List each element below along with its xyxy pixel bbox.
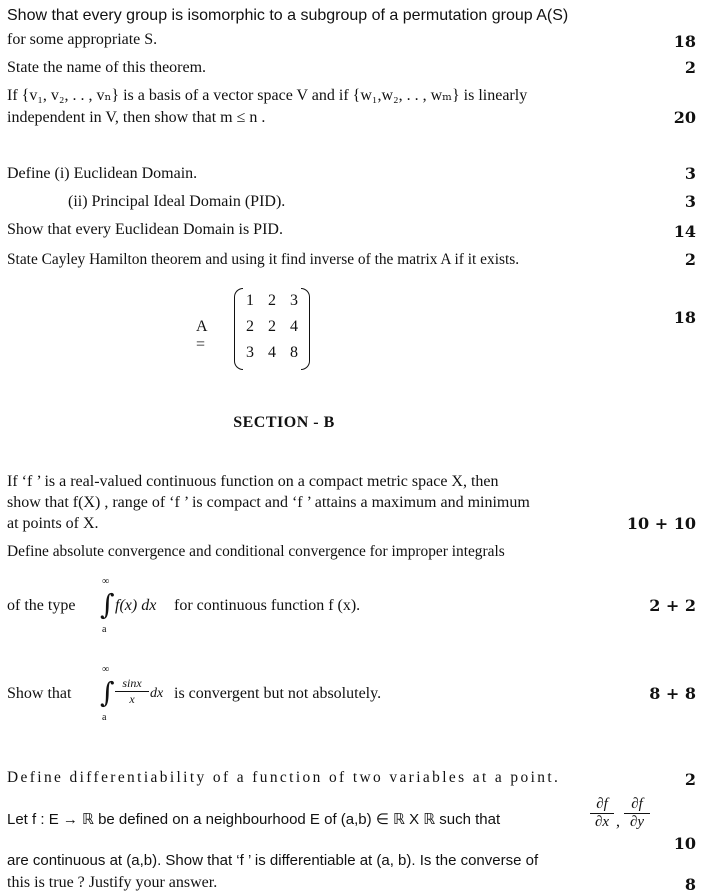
q10-frac2-numerator: ∂f: [631, 796, 643, 812]
matrix-grid: [234, 288, 310, 368]
q6-mark: 2: [684, 250, 696, 269]
q1-line2: for some appropriate S.: [7, 31, 158, 48]
matrix-cell: 4: [290, 318, 298, 335]
q7-mark: 10 + 10: [626, 514, 696, 533]
matrix-cell: 1: [246, 292, 254, 309]
q9-mark: 8 + 8: [649, 684, 696, 703]
matrix-label: A =: [196, 318, 207, 353]
q1-mark: 18: [673, 32, 696, 51]
q9-denominator: x: [115, 691, 149, 707]
q3-mark: 20: [673, 108, 696, 127]
q10-line3: are continuous at (a,b). Show that ‘f ’ is differentiable at (a, b). Is the converse of: [7, 852, 539, 869]
q8-integrand: f(x) dx: [115, 597, 157, 614]
q9-fraction: [115, 676, 149, 707]
q9-numerator: sinx: [122, 676, 142, 690]
q8-mark: 2 + 2: [649, 596, 696, 615]
q10-line1: Define differentiability of a function of two variables at a point.: [7, 769, 561, 786]
matrix-cell: 2: [246, 318, 254, 335]
q9-post: is convergent but not absolutely.: [174, 685, 382, 702]
q9-pre: Show that: [7, 685, 72, 702]
q5-text: Show that every Euclidean Domain is PID.: [7, 221, 283, 238]
q8-pre: of the type: [7, 597, 76, 614]
q10-fraction-dx: [590, 796, 614, 831]
q10-mark1: 2: [684, 770, 696, 789]
q10-line4: this is true ? Justify your answer.: [7, 874, 218, 891]
q4-line2: (ii) Principal Ideal Domain (PID).: [68, 193, 286, 210]
q6-text: State Cayley Hamilton theorem and using it find inverse of the matrix A if it exists.: [7, 251, 520, 268]
q7-line3: at points of X.: [7, 515, 99, 532]
q3-line1: If {v₁, v₂, . . , vₙ} is a basis of a vector space V and if {w₁,w₂, . . , wₘ} is linearly: [7, 87, 528, 104]
q10-fraction-dy: [624, 796, 650, 831]
q10-comma: ,: [616, 813, 620, 830]
q8-upper-limit: ∞: [102, 576, 110, 587]
q3-line2: independent in V, then show that m ≤ n .: [7, 109, 266, 126]
matrix-cell: 2: [268, 292, 276, 309]
q10-mark3: 8: [684, 875, 696, 894]
q10-line2: Let f : E → ℝ be defined on a neighbourhood E of (a,b) ∈ ℝ X ℝ such that: [7, 811, 501, 828]
matrix-cell: 2: [268, 318, 276, 335]
q1-line1: Show that every group is isomorphic to a subgroup of a permutation group A(S): [7, 7, 569, 24]
matrix-cell: 3: [246, 344, 254, 361]
q2-text: State the name of this theorem.: [7, 59, 207, 76]
q10-frac1-numerator: ∂f: [596, 796, 608, 812]
q9-lower-limit: a: [102, 712, 107, 723]
q4-mark1: 3: [684, 164, 696, 183]
matrix-cell: 8: [290, 344, 298, 361]
q8-line1: Define absolute convergence and conditional convergence for improper integrals: [7, 543, 505, 560]
q10-mark2: 10: [673, 834, 696, 853]
matrix-cell: 4: [268, 344, 276, 361]
matrix-cell: 3: [290, 292, 298, 309]
q7-line2: show that f(X) , range of ‘f ’ is compact and ‘f ’ attains a maximum and minimum: [7, 494, 530, 511]
q9-dx: dx: [150, 686, 164, 701]
q10-frac2-denominator: ∂y: [624, 813, 650, 831]
q7-line1: If ‘f ’ is a real-valued continuous function on a compact metric space X, then: [7, 473, 499, 490]
q8-lower-limit: a: [102, 624, 107, 635]
integral-sign-icon: ∫: [100, 588, 115, 621]
q2-mark: 2: [684, 58, 696, 77]
q4-mark2: 3: [684, 192, 696, 211]
q6-matrix-mark: 18: [673, 308, 696, 327]
q4-line1: Define (i) Euclidean Domain.: [7, 165, 198, 182]
section-heading: SECTION - B: [233, 414, 335, 431]
q10-frac1-denominator: ∂x: [590, 813, 614, 831]
q9-upper-limit: ∞: [102, 664, 110, 675]
q8-post: for continuous function f (x).: [174, 597, 361, 614]
integral-sign-icon: ∫: [100, 676, 115, 709]
q5-mark: 14: [673, 222, 696, 241]
